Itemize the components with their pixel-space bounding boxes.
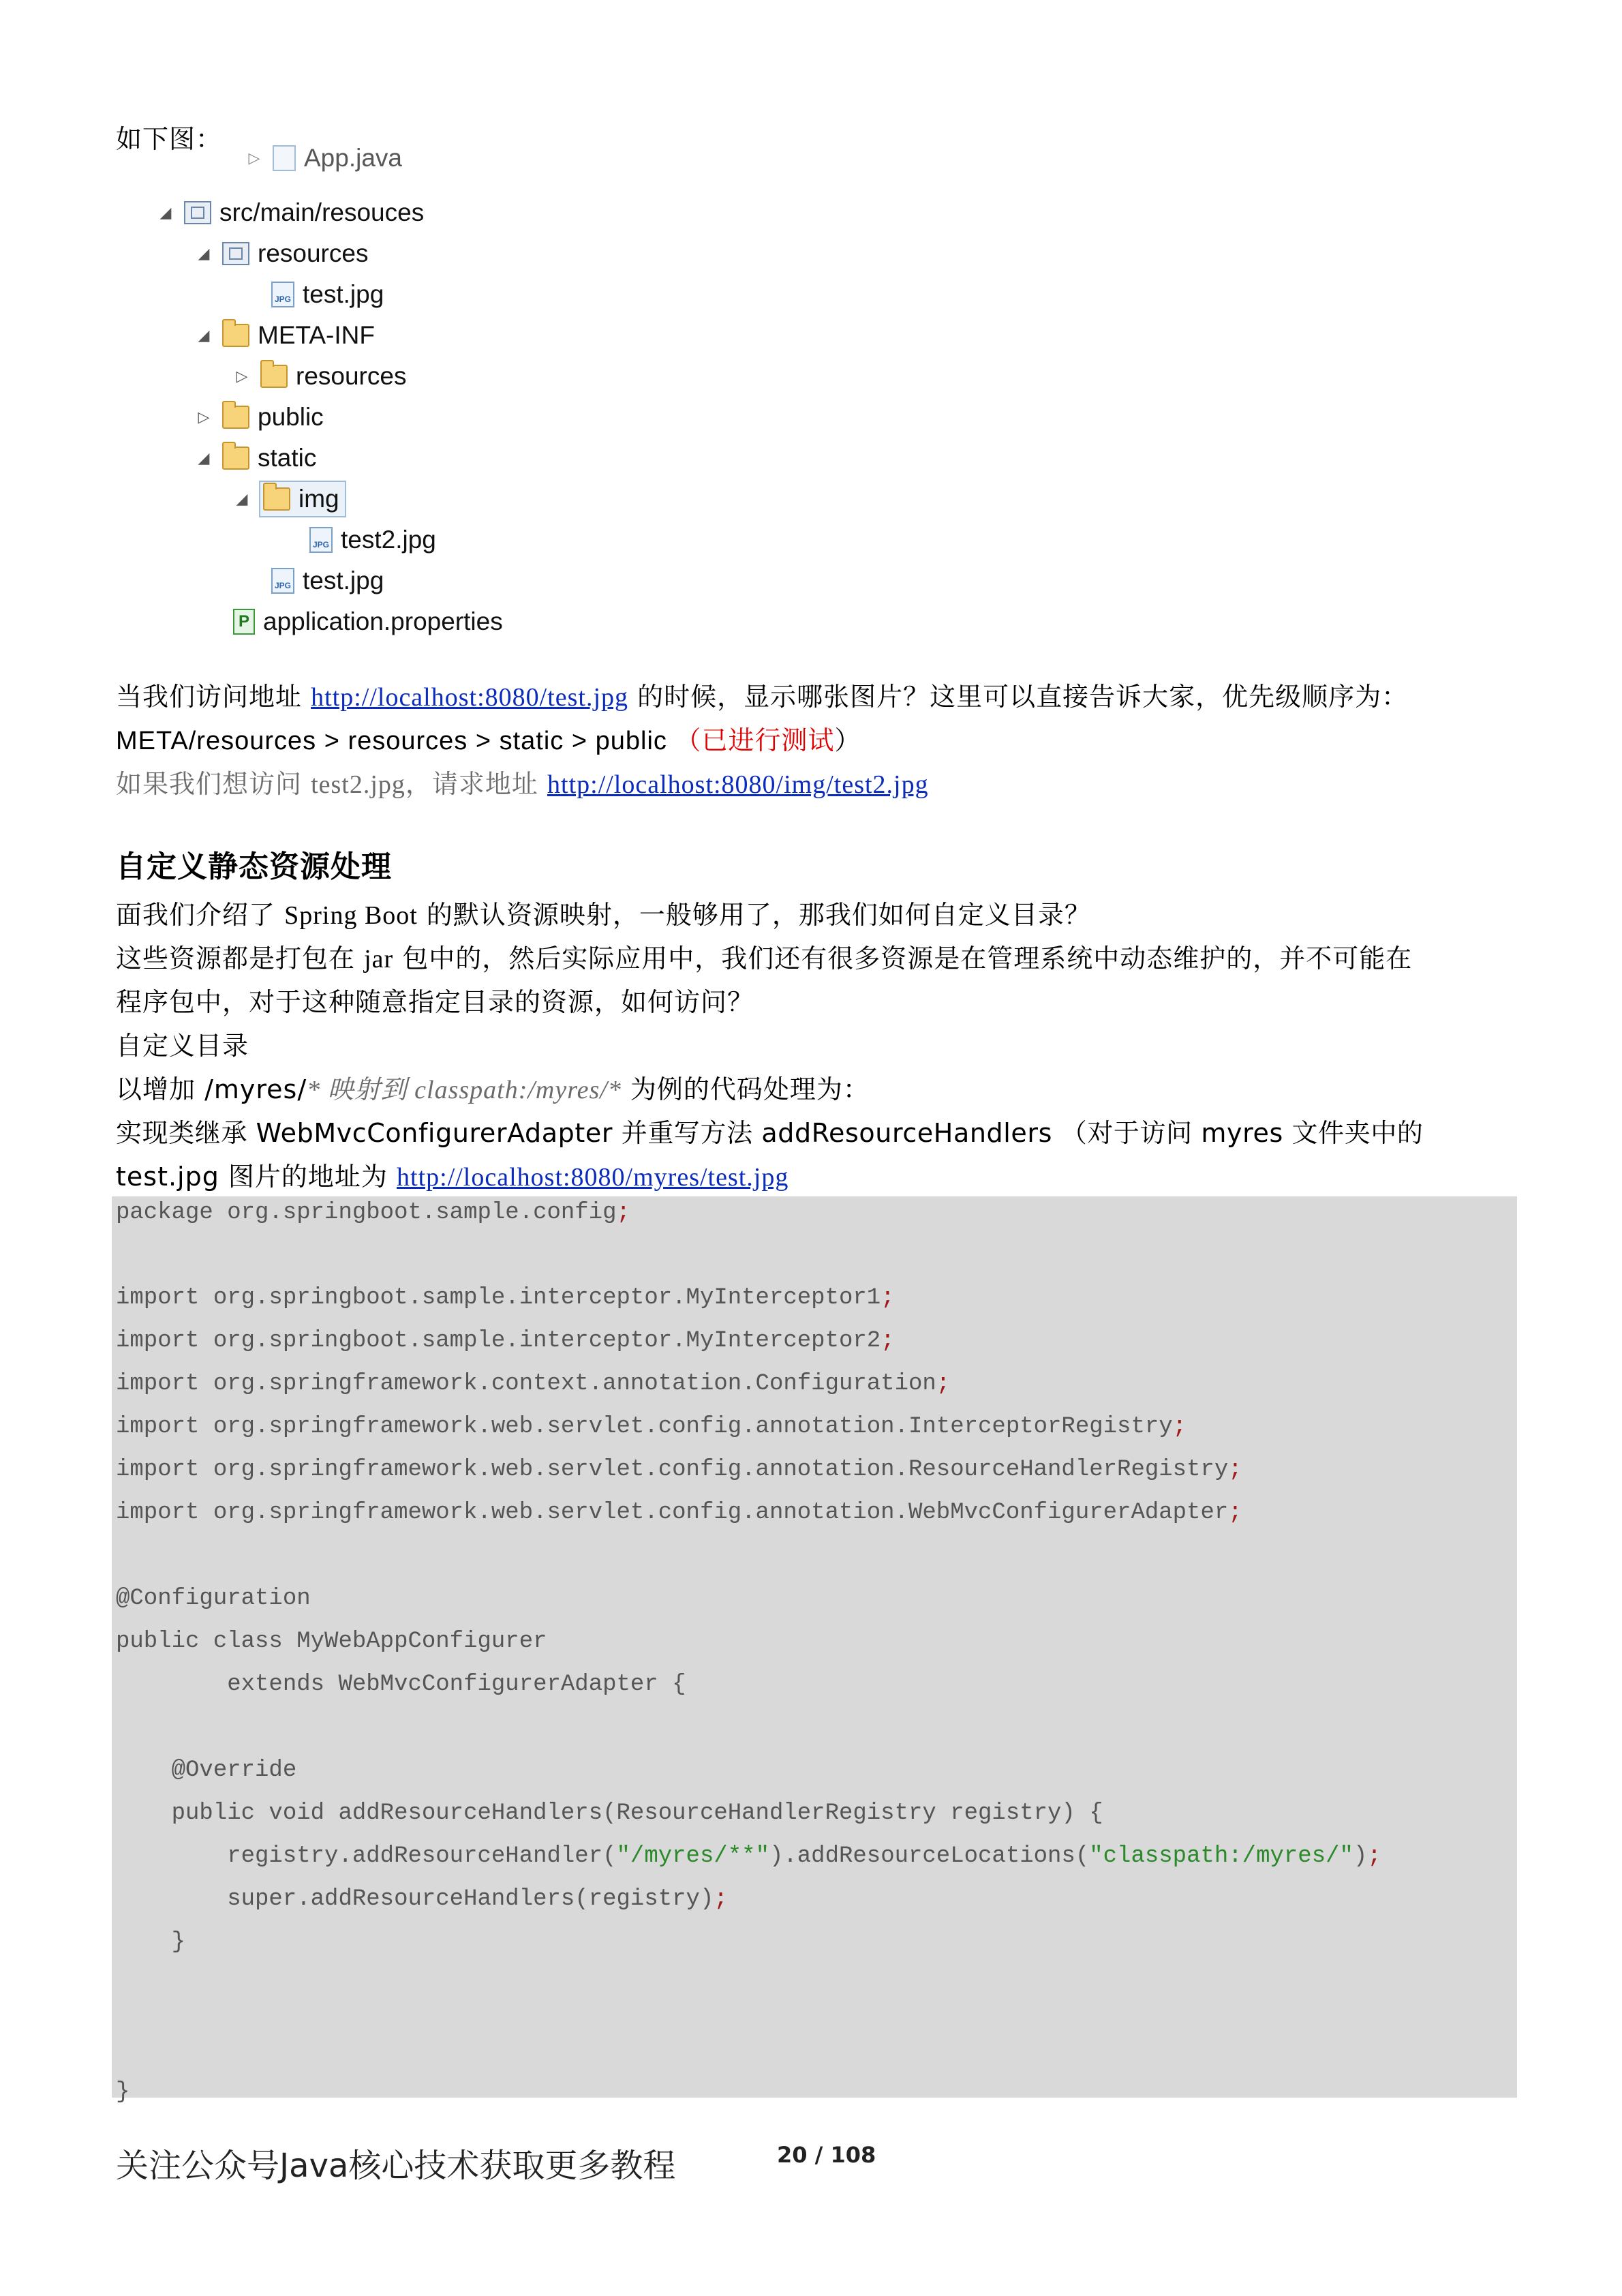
myres-test-jpg-link[interactable]: http://localhost:8080/myres/test.jpg xyxy=(397,1163,789,1192)
project-tree xyxy=(157,145,647,649)
code-line: @Override xyxy=(116,1757,297,1783)
code-line: registry.addResourceHandler("/myres/**").addResourceLocations("classpath:/myres/"); xyxy=(116,1843,1381,1869)
code-line: super.addResourceHandlers(registry); xyxy=(116,1886,728,1912)
code-line: @Configuration xyxy=(116,1586,311,1612)
tree-item[interactable]: ◢ META-INF xyxy=(195,315,375,356)
jpg-file-icon: JPG xyxy=(309,527,333,553)
collapsed-arrow-icon: ▷ xyxy=(236,367,248,384)
selected-item[interactable]: img xyxy=(260,482,345,516)
body-line: 自定义目录 xyxy=(116,1031,249,1061)
page-number: 20 / 108 xyxy=(777,2142,876,2168)
tree-item[interactable]: P application.properties xyxy=(233,601,503,642)
expanded-arrow-icon: ◢ xyxy=(236,490,248,507)
test-jpg-link[interactable]: http://localhost:8080/test.jpg xyxy=(311,683,629,712)
tree-item[interactable]: ▷ public xyxy=(195,397,324,438)
collapsed-arrow-icon: ▷ xyxy=(198,408,210,425)
properties-file-icon: P xyxy=(233,609,255,635)
expanded-arrow-icon: ◢ xyxy=(159,204,172,221)
tested-note: 已进行测试 xyxy=(701,725,835,755)
code-line: import org.springboot.sample.interceptor.MyInterceptor1; xyxy=(116,1285,895,1311)
tree-item[interactable]: ◢ static xyxy=(195,438,316,479)
code-line: import org.springframework.web.servlet.config.annotation.ResourceHandlerRegistry; xyxy=(116,1457,1242,1483)
priority-order: META/resources > resources > static > public （已进行测试） xyxy=(116,725,861,755)
test2-jpg-link[interactable]: http://localhost:8080/img/test2.jpg xyxy=(547,770,929,799)
expanded-arrow-icon: ◢ xyxy=(198,449,210,466)
tree-item[interactable]: ◢ resources xyxy=(195,233,368,274)
folder-icon xyxy=(263,487,290,511)
folder-icon xyxy=(260,365,288,388)
code-line: import org.springframework.web.servlet.config.annotation.WebMvcConfigurerAdapter; xyxy=(116,1500,1242,1526)
code-block xyxy=(112,1196,1517,2105)
priority-paragraph: 当我们访问地址 http://localhost:8080/test.jpg 的时候，显示哪张图片？这里可以直接告诉大家，优先级顺序为： xyxy=(116,682,1409,712)
tree-item[interactable]: ▷ resources xyxy=(233,356,406,397)
code-line: import org.springboot.sample.interceptor.MyInterceptor2; xyxy=(116,1328,895,1354)
tree-item[interactable]: JPG test.jpg xyxy=(271,560,384,601)
test2-paragraph: 如果我们想访问 test2.jpg，请求地址 http://localhost:8080/img/test2.jpg xyxy=(116,769,929,799)
code-line: import org.springframework.context.annotation.Configuration; xyxy=(116,1371,951,1397)
body-line: 这些资源都是打包在 jar 包中的，然后实际应用中，我们还有很多资源是在管理系统中动态维护的，并不可能在 xyxy=(116,943,1413,973)
package-icon xyxy=(222,242,249,265)
source-folder-icon xyxy=(184,201,211,224)
jpg-file-icon: JPG xyxy=(271,568,294,594)
intro-text: 如下图： xyxy=(116,124,223,154)
code-line: } xyxy=(116,1929,186,1955)
jpg-file-icon: JPG xyxy=(271,282,294,307)
tree-item[interactable]: ◢ src/main/resouces xyxy=(157,192,424,233)
tree-item[interactable]: JPG test.jpg xyxy=(271,274,384,315)
body-line: 程序包中，对于这种随意指定目录的资源，如何访问？ xyxy=(116,987,754,1017)
body-line: 面我们介绍了 Spring Boot 的默认资源映射，一般够用了，那我们如何自定义目录？ xyxy=(116,900,1091,930)
body-line: test.jpg 图片的地址为 http://localhost:8080/myres/test.jpg xyxy=(116,1162,789,1192)
code-line: public class MyWebAppConfigurer xyxy=(116,1629,547,1655)
code-line: import org.springframework.web.servlet.config.annotation.InterceptorRegistry; xyxy=(116,1414,1187,1440)
expanded-arrow-icon: ◢ xyxy=(198,327,210,344)
footer-text: 关注公众号Java核心技术获取更多教程 xyxy=(116,2147,676,2185)
java-file-icon xyxy=(273,145,296,171)
expanded-arrow-icon: ◢ xyxy=(198,245,210,262)
section-heading: 自定义静态资源处理 xyxy=(116,849,392,884)
tree-item: ▷ App.java xyxy=(248,145,402,172)
body-line: 实现类继承 WebMvcConfigurerAdapter 并重写方法 addResourceHandlers （对于访问 myres 文件夹中的 xyxy=(116,1118,1424,1148)
folder-icon xyxy=(222,447,249,470)
code-line: package org.springboot.sample.config; xyxy=(116,1200,630,1226)
folder-icon xyxy=(222,406,249,429)
code-line: } xyxy=(116,2079,130,2105)
body-line: 以增加 /myres/* 映射到 classpath:/myres/* 为例的代码处理为： xyxy=(116,1074,870,1104)
tree-item[interactable] xyxy=(233,479,345,519)
tree-item[interactable]: JPG test2.jpg xyxy=(309,519,436,560)
folder-icon xyxy=(222,324,249,347)
code-line: public void addResourceHandlers(ResourceHandlerRegistry registry) { xyxy=(116,1800,1103,1826)
code-line: extends WebMvcConfigurerAdapter { xyxy=(116,1672,686,1697)
